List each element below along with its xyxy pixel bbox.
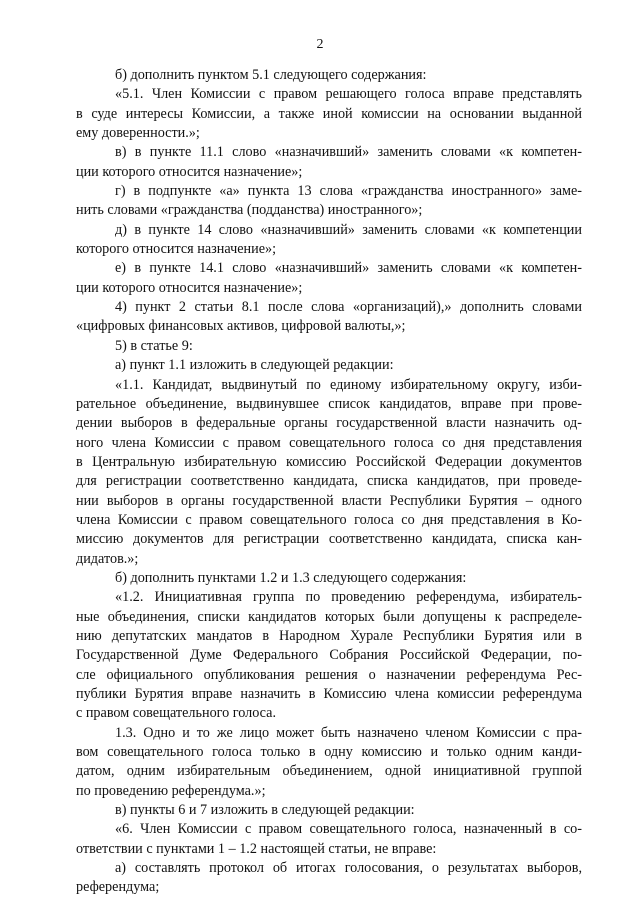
text-line: ции которого относится назначение»; — [76, 279, 303, 296]
paragraph — [76, 259, 582, 298]
text-line: нию депутатских мандатов в Народном Хурале Республики Бурятия или в — [76, 627, 582, 644]
text-line: Государственной Думе Федерального Собрания Российской Федерации, по- — [76, 647, 582, 664]
text-line: ему доверенности.»; — [76, 125, 200, 142]
paragraph — [76, 221, 582, 260]
paragraph — [76, 66, 582, 85]
text-line: «цифровых финансовых активов, цифровой валюты,»; — [76, 318, 406, 335]
text-line: нить словами «гражданства (подданства) иностранного»; — [76, 202, 423, 219]
text-line: по проведению референдума.»; — [76, 782, 266, 799]
text-line: нии выборов в органы государственной власти Республики Бурятия – одного — [76, 492, 582, 509]
document-body — [76, 66, 582, 898]
text-line: для регистрации соответственно кандидата, списка кандидатов, при проведе- — [76, 473, 582, 490]
text-line: в Центральную избирательную комиссию Российской Федерации документов — [76, 453, 582, 470]
text-line: вом совещательного голоса только в одну комиссию и только одним канди- — [76, 744, 582, 761]
paragraph — [76, 85, 582, 143]
text-line: «1.2. Инициативная группа по проведению референдума, избиратель- — [115, 589, 582, 606]
text-line: сле официального опубликования решения о назначении референдума Рес- — [76, 666, 582, 683]
text-line: рательное объединение, выдвинувшее список кандидатов, вправе при прове- — [76, 395, 582, 412]
text-line: б) дополнить пунктами 1.2 и 1.3 следующего содержания: — [115, 569, 467, 586]
text-line: ответствии с пунктами 1 – 1.2 настоящей статьи, не вправе: — [76, 840, 437, 857]
text-line: а) пункт 1.1 изложить в следующей редакции: — [115, 357, 394, 374]
text-line: ного члена Комиссии с правом совещательного голоса со дня представления — [76, 434, 582, 451]
text-line: миссию документов для регистрации соответственно кандидата, списка кан- — [76, 531, 582, 548]
paragraph — [76, 859, 582, 898]
text-line: ные объединения, списки кандидатов которых были допущены к распределе- — [76, 608, 582, 625]
text-line: «1.1. Кандидат, выдвинутый по единому избирательному округу, изби- — [115, 376, 582, 393]
text-line: 4) пункт 2 статьи 8.1 после слова «организаций),» дополнить словами — [115, 299, 582, 316]
text-line: референдума; — [76, 879, 160, 896]
text-line: ции которого относится назначение»; — [76, 163, 303, 180]
text-line: дидатов.»; — [76, 550, 139, 567]
page-number: 2 — [316, 37, 324, 52]
text-line: а) составлять протокол об итогах голосования, о результатах выборов, — [115, 860, 582, 877]
text-line: 5) в статье 9: — [115, 337, 193, 354]
paragraph — [76, 376, 582, 569]
paragraph — [76, 143, 582, 182]
text-line: публики Бурятия вправе назначить в Комиссию члена комиссии референдума — [76, 686, 582, 702]
text-line: датом, одним избирательным объединением, одной инициативной группой — [76, 763, 582, 780]
paragraph — [76, 356, 582, 375]
text-line: в суде интересы Комиссии, а также иной комиссии на основании выданной — [76, 105, 582, 122]
paragraph — [76, 724, 582, 801]
paragraph — [76, 182, 582, 221]
paragraph — [76, 820, 582, 859]
text-line: д) в пункте 14 слово «назначивший» заменить словами «к компетенции — [115, 221, 582, 238]
paragraph — [76, 337, 582, 356]
text-line: 1.3. Одно и то же лицо может быть назначено членом Комиссии с пра- — [115, 724, 582, 741]
text-line: в) в пункте 11.1 слово «назначивший» заменить словами «к компетен- — [115, 144, 582, 161]
text-line: в) пункты 6 и 7 изложить в следующей редакции: — [115, 802, 415, 819]
text-line: б) дополнить пунктом 5.1 следующего содержания: — [115, 67, 427, 83]
text-line: с правом совещательного голоса. — [76, 705, 276, 722]
paragraph — [76, 298, 582, 337]
text-line: дении выборов в федеральные органы государственной власти назначить од- — [76, 415, 582, 432]
text-line: «6. Член Комиссии с правом совещательного голоса, назначенный в со- — [115, 821, 582, 838]
paragraph — [76, 801, 582, 820]
text-line: е) в пункте 14.1 слово «назначивший» заменить словами «к компетен- — [115, 260, 582, 277]
text-line: г) в подпункте «а» пункта 13 слова «гражданства иностранного» заме- — [115, 183, 582, 200]
paragraph — [76, 588, 582, 723]
paragraph — [76, 569, 582, 588]
text-line: «5.1. Член Комиссии с правом решающего голоса вправе представлять — [115, 86, 582, 103]
text-line: члена Комиссии с правом совещательного голоса со дня представления в Ко- — [76, 511, 582, 528]
text-line: которого относится назначение»; — [76, 241, 277, 258]
